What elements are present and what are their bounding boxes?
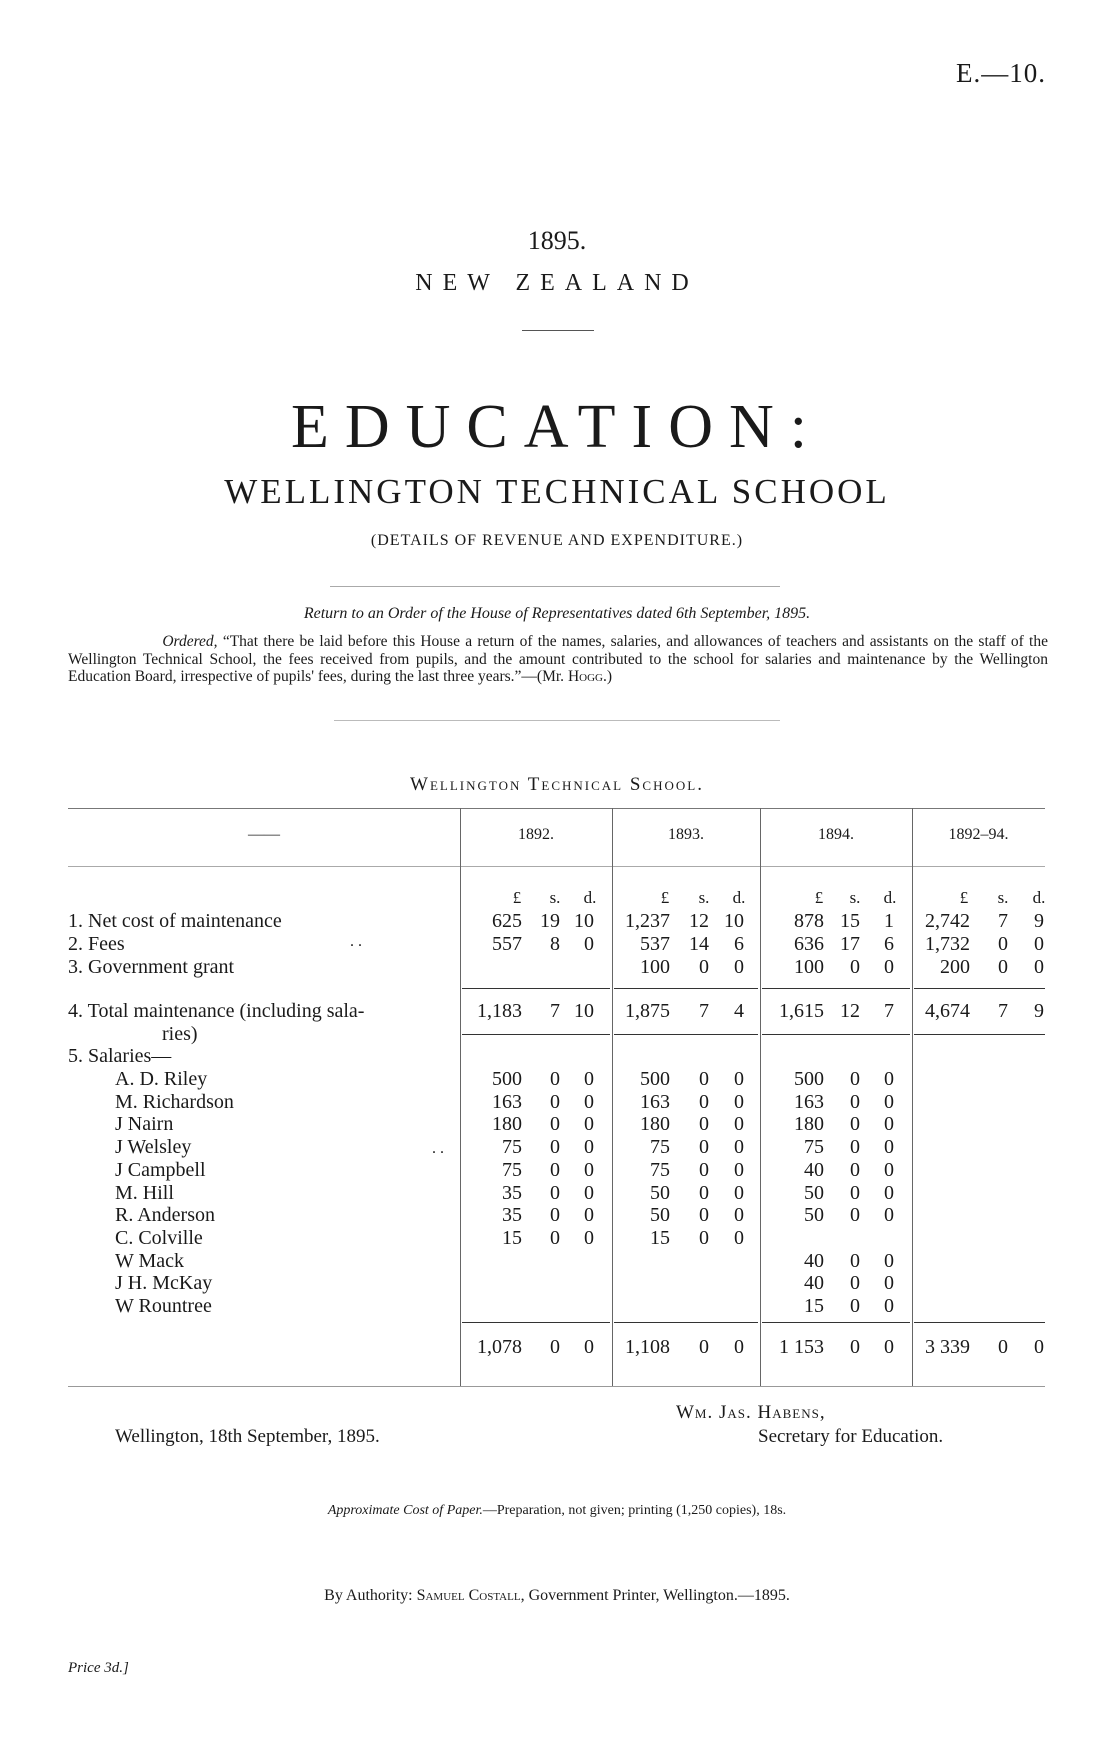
amount-cell: 163	[640, 1090, 670, 1113]
staff-name: J Campbell	[115, 1158, 206, 1181]
staff-name: W Mack	[115, 1249, 185, 1272]
amount-cell: 0	[699, 1136, 709, 1159]
unit-shillings: s.	[698, 888, 710, 907]
amount-cell: 6	[734, 933, 744, 955]
amount-cell: 1	[884, 910, 894, 932]
amount-cell: 0	[850, 1272, 860, 1295]
amount-cell: 10	[574, 1000, 594, 1022]
amount-cell: 100	[640, 956, 670, 978]
amount-cell: 0	[550, 1136, 560, 1159]
amount-cell: 0	[884, 1113, 894, 1136]
staff-name: M. Richardson	[115, 1090, 234, 1113]
amount-cell: 10	[724, 910, 744, 932]
unit-shillings: s.	[997, 888, 1009, 907]
signer-title: Secretary for Education.	[758, 1426, 944, 1447]
amount-cell: 0	[699, 956, 709, 978]
amount-cell: 7	[550, 1000, 560, 1022]
sum-rule	[614, 1034, 758, 1035]
amount-cell: 1 153	[779, 1336, 824, 1358]
table-title: Wellington Technical School.	[410, 774, 704, 795]
amount-cell: 12	[840, 1000, 860, 1022]
amount-cell: 200	[940, 956, 970, 978]
amount-cell: 8	[550, 933, 560, 955]
amount-cell: 0	[584, 1113, 594, 1136]
row-label: 2. Fees	[68, 933, 125, 955]
amount-cell: 0	[550, 1158, 560, 1181]
amount-cell: 0	[850, 956, 860, 978]
paper-id: E.—10.	[956, 58, 1046, 88]
staff-name: J H. McKay	[115, 1272, 213, 1295]
order-closing: .)	[602, 668, 613, 685]
amount-cell: 9	[1034, 1000, 1044, 1022]
staff-name: M. Hill	[115, 1181, 174, 1204]
amount-cell: 0	[734, 1113, 744, 1136]
amount-cell: 0	[1034, 933, 1044, 955]
amount-cell: 0	[699, 1204, 709, 1227]
amount-cell: 7	[699, 1000, 709, 1022]
amount-cell: 0	[850, 1158, 860, 1181]
amount-cell: 0	[850, 1068, 860, 1090]
amount-cell: 625	[492, 910, 522, 932]
amount-cell: 35	[502, 1181, 522, 1204]
sum-rule	[914, 988, 1045, 989]
cost-label: Approximate Cost of Paper.	[327, 1503, 483, 1518]
amount-cell: 0	[884, 1181, 894, 1204]
amount-cell: 0	[550, 1226, 560, 1249]
amount-cell: 0	[884, 956, 894, 978]
order-text: “That there be laid before this House a return of the names, salaries, and allowances of teachers and assistants on the staff of the Wellington Technical School, the fees received from pupils, and the amount contributed to the school for salaries and maintenance by the Wellington Education Board, irrespective of pupils' fees, during the last three years.”—(Mr.	[68, 633, 1048, 685]
amount-cell: 0	[850, 1336, 860, 1358]
divider	[522, 330, 594, 331]
sum-rule	[614, 988, 758, 989]
details-caption: (DETAILS OF REVENUE AND EXPENDITURE.)	[370, 532, 744, 549]
salaries-label: 5. Salaries—	[68, 1045, 172, 1067]
total-label: 4. Total maintenance (including sala-	[68, 1000, 365, 1022]
amount-cell: 0	[884, 1249, 894, 1272]
row-label: 3. Government grant	[68, 956, 235, 978]
amount-cell: 0	[699, 1113, 709, 1136]
amount-cell: 0	[699, 1090, 709, 1113]
amount-cell: 50	[650, 1181, 670, 1204]
amount-cell: 0	[850, 1204, 860, 1227]
amount-cell: 1,183	[477, 1000, 522, 1022]
amount-cell: 0	[699, 1226, 709, 1249]
amount-cell: 0	[884, 1158, 894, 1181]
return-line: Return to an Order of the House of Representatives dated 6th September, 1895.	[303, 605, 811, 622]
printer-name: Samuel Costall	[416, 1587, 521, 1604]
amount-cell: 35	[502, 1204, 522, 1227]
amount-cell: 100	[794, 956, 824, 978]
amount-cell: 0	[584, 1181, 594, 1204]
divider	[330, 586, 780, 587]
page-title: EDUCATION:	[291, 393, 823, 461]
amount-cell: 7	[998, 1000, 1008, 1022]
staff-name: W Rountree	[115, 1295, 212, 1317]
unit-pounds: £	[512, 888, 522, 907]
amount-cell: 0	[884, 1136, 894, 1159]
sum-rule	[462, 1034, 610, 1035]
amount-cell: 0	[584, 1090, 594, 1113]
sum-rule	[914, 1034, 1045, 1035]
amount-cell: 0	[850, 1295, 860, 1317]
amount-cell: 9	[1034, 910, 1044, 932]
amount-cell: 557	[492, 933, 522, 955]
sum-rule	[762, 1034, 910, 1035]
divider	[334, 720, 780, 721]
amount-cell: 0	[1034, 1336, 1044, 1358]
amount-cell: 0	[584, 1204, 594, 1227]
amount-cell: 0	[584, 933, 594, 955]
amount-cell: 4	[734, 1000, 744, 1022]
unit-pence: d.	[883, 888, 897, 907]
column-header: 1893.	[668, 826, 704, 843]
amount-cell: 0	[734, 1090, 744, 1113]
amount-cell: 0	[550, 1090, 560, 1113]
amount-cell: 0	[850, 1113, 860, 1136]
unit-pence: d.	[1032, 888, 1046, 907]
place-date: Wellington, 18th September, 1895.	[115, 1426, 380, 1447]
sum-rule	[462, 988, 610, 989]
amount-cell: 0	[884, 1068, 894, 1090]
amount-cell: 15	[804, 1295, 824, 1317]
amount-cell: 0	[884, 1336, 894, 1358]
amount-cell: 0	[699, 1068, 709, 1090]
cost-text: —Preparation, not given; printing (1,250 copies), 18s.	[482, 1503, 787, 1518]
leader-dots: . .	[432, 1140, 444, 1157]
amount-cell: 10	[574, 910, 594, 932]
amount-cell: 0	[550, 1113, 560, 1136]
amount-cell: 1,732	[925, 933, 970, 955]
table-header-rule	[68, 866, 1045, 867]
amount-cell: 0	[1034, 956, 1044, 978]
amount-cell: 0	[699, 1158, 709, 1181]
amount-cell: 0	[734, 1336, 744, 1358]
amount-cell: 163	[492, 1090, 522, 1113]
amount-cell: 180	[640, 1113, 670, 1136]
amount-cell: 7	[998, 910, 1008, 932]
amount-cell: 50	[804, 1204, 824, 1227]
table-corner: ——	[248, 826, 280, 843]
amount-cell: 0	[584, 1226, 594, 1249]
amount-cell: 75	[650, 1136, 670, 1159]
amount-cell: 0	[734, 1158, 744, 1181]
amount-cell: 0	[884, 1090, 894, 1113]
amount-cell: 0	[998, 1336, 1008, 1358]
sum-rule	[914, 1322, 1045, 1323]
amount-cell: 15	[502, 1226, 522, 1249]
amount-cell: 0	[584, 1136, 594, 1159]
table-top-rule	[68, 808, 1045, 809]
staff-name: J Welsley	[115, 1136, 192, 1159]
unit-pence: d.	[583, 888, 597, 907]
amount-cell: 0	[884, 1295, 894, 1317]
amount-cell: 0	[584, 1158, 594, 1181]
unit-shillings: s.	[549, 888, 561, 907]
column-header: 1892–94.	[948, 826, 1009, 843]
signer-name: Wm. Jas. Habens,	[676, 1402, 826, 1423]
amount-cell: 1,108	[625, 1336, 670, 1358]
sum-rule	[762, 1322, 910, 1323]
unit-pounds: £	[959, 888, 969, 907]
amount-cell: 0	[550, 1336, 560, 1358]
staff-name: J Nairn	[115, 1113, 174, 1136]
unit-pounds: £	[660, 888, 670, 907]
page-subtitle: WELLINGTON TECHNICAL SCHOOL	[224, 472, 890, 511]
amount-cell: 75	[502, 1136, 522, 1159]
amount-cell: 1,615	[779, 1000, 824, 1022]
amount-cell: 40	[804, 1158, 824, 1181]
amount-cell: 0	[734, 1226, 744, 1249]
sum-rule	[762, 988, 910, 989]
amount-cell: 878	[794, 910, 824, 932]
amount-cell: 0	[884, 1272, 894, 1295]
amount-cell: 19	[540, 910, 560, 932]
mover-name: Hogg	[567, 668, 603, 685]
amount-cell: 0	[734, 1068, 744, 1090]
amount-cell: 0	[699, 1336, 709, 1358]
leader-dots: . .	[350, 933, 362, 950]
column-header: 1894.	[818, 826, 854, 843]
amount-cell: 2,742	[925, 910, 970, 932]
column-header: 1892.	[518, 826, 554, 843]
amount-cell: 0	[884, 1204, 894, 1227]
amount-cell: 75	[804, 1136, 824, 1159]
amount-cell: 0	[998, 956, 1008, 978]
amount-cell: 14	[689, 933, 709, 955]
printer-line	[0, 1587, 1114, 1605]
column-divider	[912, 808, 913, 1386]
amount-cell: 0	[584, 1336, 594, 1358]
amount-cell: 180	[492, 1113, 522, 1136]
amount-cell: 75	[502, 1158, 522, 1181]
amount-cell: 0	[734, 1204, 744, 1227]
amount-cell: 163	[794, 1090, 824, 1113]
amount-cell: 0	[850, 1181, 860, 1204]
amount-cell: 0	[734, 1181, 744, 1204]
table-bottom-rule	[68, 1386, 1045, 1387]
staff-name: C. Colville	[115, 1226, 203, 1249]
unit-pence: d.	[732, 888, 746, 907]
amount-cell: 7	[884, 1000, 894, 1022]
amount-cell: 0	[550, 1068, 560, 1090]
unit-shillings: s.	[849, 888, 861, 907]
sum-rule	[462, 1322, 610, 1323]
amount-cell: 180	[794, 1113, 824, 1136]
amount-cell: 0	[734, 956, 744, 978]
amount-cell: 537	[640, 933, 670, 955]
amount-cell: 0	[850, 1249, 860, 1272]
unit-pounds: £	[814, 888, 824, 907]
amount-cell: 1,875	[625, 1000, 670, 1022]
amount-cell: 15	[650, 1226, 670, 1249]
amount-cell: 0	[584, 1068, 594, 1090]
amount-cell: 0	[850, 1090, 860, 1113]
amount-cell: 50	[804, 1181, 824, 1204]
amount-cell: 0	[550, 1204, 560, 1227]
country: NEW ZEALAND	[415, 270, 699, 296]
printer-suffix: , Government Printer, Wellington.—1895.	[520, 1587, 790, 1604]
amount-cell: 0	[734, 1136, 744, 1159]
amount-cell: 15	[840, 910, 860, 932]
amount-cell: 3 339	[925, 1336, 970, 1358]
amount-cell: 0	[850, 1136, 860, 1159]
amount-cell: 0	[998, 933, 1008, 955]
amount-cell: 40	[804, 1272, 824, 1295]
amount-cell: 500	[492, 1068, 522, 1090]
total-label-continued: ries)	[162, 1023, 198, 1045]
cost-note	[0, 1503, 1114, 1519]
amount-cell: 17	[840, 933, 860, 955]
amount-cell: 636	[794, 933, 824, 955]
amount-cell: 0	[699, 1181, 709, 1204]
amount-cell: 75	[650, 1158, 670, 1181]
year: 1895.	[527, 226, 587, 255]
amount-cell: 500	[640, 1068, 670, 1090]
amount-cell: 1,078	[477, 1336, 522, 1358]
ordered-word: Ordered,	[162, 633, 218, 650]
amount-cell: 12	[689, 910, 709, 932]
price: Price 3d.]	[68, 1660, 129, 1676]
order-paragraph	[68, 633, 1048, 686]
amount-cell: 0	[550, 1181, 560, 1204]
amount-cell: 6	[884, 933, 894, 955]
staff-name: R. Anderson	[115, 1204, 215, 1227]
staff-name: A. D. Riley	[115, 1068, 208, 1090]
printer-prefix: By Authority:	[324, 1587, 417, 1604]
amount-cell: 40	[804, 1249, 824, 1272]
amount-cell: 1,237	[625, 910, 670, 932]
row-label: 1. Net cost of maintenance	[68, 910, 282, 932]
sum-rule	[614, 1322, 758, 1323]
amount-cell: 4,674	[925, 1000, 970, 1022]
amount-cell: 500	[794, 1068, 824, 1090]
amount-cell: 50	[650, 1204, 670, 1227]
